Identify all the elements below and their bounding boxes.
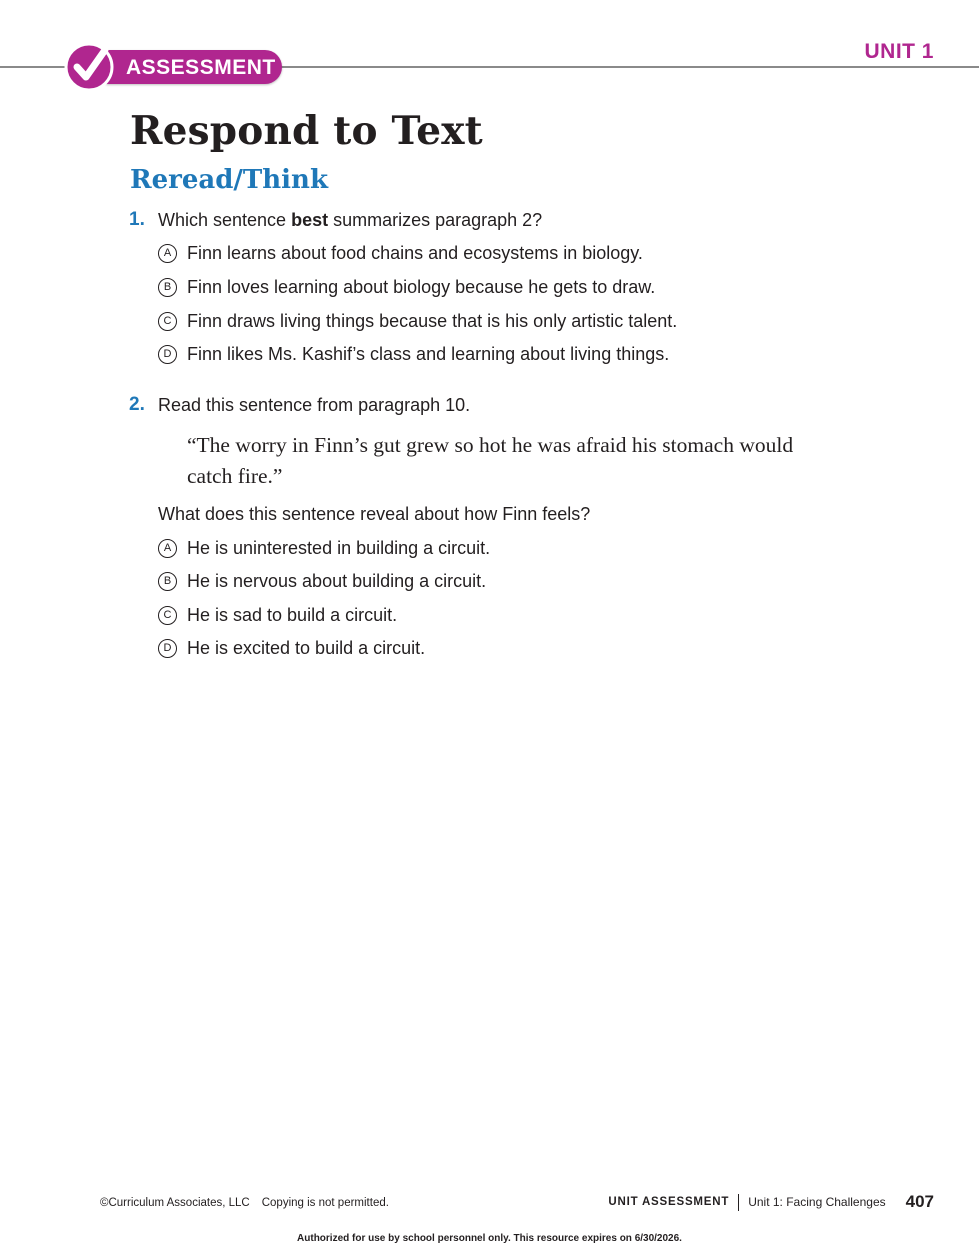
prompt-text: Which sentence: [158, 210, 292, 230]
answer-bubble-icon[interactable]: C: [158, 606, 177, 625]
prompt-text: summarizes paragraph 2?: [328, 210, 543, 230]
copyright-text: ©Curriculum Associates, LLC: [100, 1197, 250, 1209]
answer-option[interactable]: [158, 605, 397, 626]
option-text: Finn likes Ms. Kashif’s class and learning about living things.: [187, 344, 670, 364]
answer-bubble-icon[interactable]: D: [158, 345, 177, 364]
checkmark-icon: [64, 42, 114, 92]
answer-bubble-icon[interactable]: D: [158, 639, 177, 658]
assessment-label: ASSESSMENT: [126, 56, 276, 79]
footer-copyright: [100, 1197, 389, 1209]
answer-bubble-icon[interactable]: B: [158, 278, 177, 297]
answer-option[interactable]: [158, 243, 643, 264]
answer-option[interactable]: [158, 571, 486, 592]
question-number: 2.: [129, 394, 145, 415]
answer-bubble-icon[interactable]: A: [158, 244, 177, 263]
answer-option[interactable]: [158, 277, 655, 298]
unit-label: UNIT 1: [864, 40, 934, 63]
answer-bubble-icon[interactable]: C: [158, 312, 177, 331]
question-prompt: Read this sentence from paragraph 10.: [158, 395, 471, 415]
footer-divider: [738, 1194, 739, 1211]
page-title: Respond to Text: [130, 108, 483, 154]
prompt-emphasis: best: [291, 210, 329, 230]
page-number: 407: [905, 1192, 934, 1211]
footer-series: [608, 1192, 934, 1212]
option-text: Finn learns about food chains and ecosystems in biology.: [187, 243, 643, 263]
option-text: Finn draws living things because that is his only artistic talent.: [187, 311, 678, 331]
series-label: UNIT ASSESSMENT: [608, 1196, 730, 1208]
copy-notice: Copying is not permitted.: [261, 1197, 389, 1209]
option-text: He is excited to build a circuit.: [187, 638, 426, 658]
answer-option[interactable]: [158, 344, 669, 365]
answer-bubble-icon[interactable]: B: [158, 572, 177, 591]
option-text: He is sad to build a circuit.: [187, 605, 398, 625]
question-follow-up: What does this sentence reveal about how Finn feels?: [158, 504, 591, 524]
unit-title: Unit 1: Facing Challenges: [748, 1195, 886, 1209]
answer-option[interactable]: [158, 311, 677, 332]
excerpt-quote: “The worry in Finn’s gut grew so hot he was afraid his stomach would catch fire.”: [187, 433, 794, 488]
answer-option[interactable]: [158, 638, 425, 659]
answer-bubble-icon[interactable]: A: [158, 539, 177, 558]
answer-option[interactable]: [158, 538, 490, 559]
authorization-note: Authorized for use by school personnel only. This resource expires on 6/30/2026.: [297, 1233, 682, 1244]
question-prompt: [158, 210, 542, 231]
option-text: Finn loves learning about biology because he gets to draw.: [187, 277, 656, 297]
option-text: He is nervous about building a circuit.: [187, 571, 487, 591]
option-text: He is uninterested in building a circuit.: [187, 538, 491, 558]
question-number: 1.: [129, 209, 145, 230]
section-title: Reread/Think: [130, 165, 328, 195]
